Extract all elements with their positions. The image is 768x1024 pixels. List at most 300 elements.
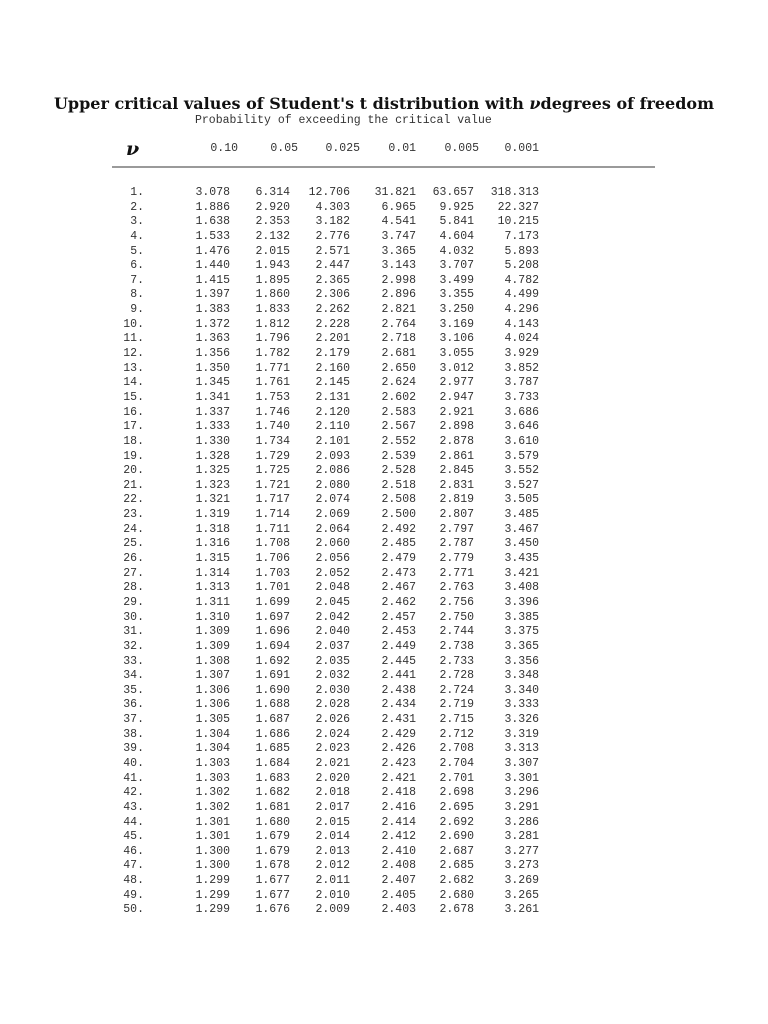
degrees-of-freedom-cell: 40.: [123, 756, 144, 770]
critical-value-cell: 2.861: [439, 449, 474, 463]
nu-symbol: ν: [529, 94, 541, 113]
degrees-of-freedom-cell: 5.: [130, 244, 144, 258]
critical-value-cell: 1.943: [255, 259, 290, 273]
critical-value-cell: 2.074: [315, 493, 350, 507]
critical-value-cell: 2.552: [381, 434, 416, 448]
critical-value-cell: 2.845: [439, 464, 474, 478]
critical-value-cell: 1.683: [255, 771, 290, 785]
critical-value-cell: 1.812: [255, 317, 290, 331]
critical-value-cell: 3.707: [439, 259, 474, 273]
critical-value-cell: 2.602: [381, 390, 416, 404]
critical-value-cell: 1.740: [255, 420, 290, 434]
table-row: [0, 318, 768, 333]
critical-value-cell: 2.412: [381, 830, 416, 844]
critical-value-cell: 2.262: [315, 303, 350, 317]
table-row: [0, 625, 768, 640]
critical-value-cell: 2.110: [315, 420, 350, 434]
critical-value-cell: 2.040: [315, 625, 350, 639]
critical-value-cell: 2.485: [381, 537, 416, 551]
critical-value-cell: 1.721: [255, 478, 290, 492]
degrees-of-freedom-cell: 35.: [123, 683, 144, 697]
critical-value-cell: 1.895: [255, 273, 290, 287]
critical-value-cell: 1.372: [195, 317, 230, 331]
critical-value-cell: 2.015: [315, 815, 350, 829]
critical-value-cell: 2.145: [315, 376, 350, 390]
critical-value-cell: 5.208: [504, 259, 539, 273]
table-row: [0, 684, 768, 699]
critical-value-cell: 2.539: [381, 449, 416, 463]
degrees-of-freedom-cell: 8.: [130, 288, 144, 302]
critical-value-cell: 2.724: [439, 683, 474, 697]
critical-value-cell: 2.434: [381, 698, 416, 712]
degrees-of-freedom-cell: 27.: [123, 566, 144, 580]
column-header: 0.05: [270, 142, 298, 155]
critical-value-cell: 2.064: [315, 522, 350, 536]
critical-value-cell: 4.143: [504, 317, 539, 331]
critical-value-cell: 2.306: [315, 288, 350, 302]
critical-value-cell: 3.348: [504, 669, 539, 683]
table-row: [0, 698, 768, 713]
table-row: [0, 830, 768, 845]
critical-value-cell: 2.060: [315, 537, 350, 551]
degrees-of-freedom-cell: 38.: [123, 727, 144, 741]
degrees-of-freedom-cell: 43.: [123, 800, 144, 814]
critical-value-cell: 5.841: [439, 215, 474, 229]
degrees-of-freedom-cell: 16.: [123, 405, 144, 419]
critical-value-cell: 2.030: [315, 683, 350, 697]
table-row: [0, 245, 768, 260]
critical-value-cell: 7.173: [504, 229, 539, 243]
critical-value-cell: 1.303: [195, 756, 230, 770]
critical-value-cell: 1.678: [255, 859, 290, 873]
table-row: [0, 376, 768, 391]
degrees-of-freedom-cell: 45.: [123, 830, 144, 844]
critical-value-cell: 2.201: [315, 332, 350, 346]
critical-value-cell: 2.718: [381, 332, 416, 346]
title-tail: degrees of freedom: [540, 94, 715, 113]
critical-value-cell: 1.304: [195, 742, 230, 756]
critical-value-cell: 2.738: [439, 639, 474, 653]
critical-value-cell: 1.782: [255, 347, 290, 361]
critical-value-cell: 1.703: [255, 566, 290, 580]
critical-value-cell: 2.457: [381, 610, 416, 624]
critical-value-cell: 3.261: [504, 903, 539, 917]
critical-value-cell: 1.697: [255, 610, 290, 624]
critical-value-cell: 31.821: [374, 186, 416, 199]
critical-value-cell: 2.011: [315, 874, 350, 888]
critical-value-cell: 2.878: [439, 434, 474, 448]
critical-value-cell: 1.299: [195, 903, 230, 917]
critical-value-cell: 2.445: [381, 654, 416, 668]
critical-value-cell: 2.023: [315, 742, 350, 756]
critical-value-cell: 1.325: [195, 464, 230, 478]
table-row: [0, 581, 768, 596]
critical-value-cell: 3.579: [504, 449, 539, 463]
degrees-of-freedom-cell: 32.: [123, 639, 144, 653]
critical-value-cell: 2.009: [315, 903, 350, 917]
critical-value-cell: 2.010: [315, 888, 350, 902]
critical-value-cell: 6.314: [255, 186, 290, 199]
critical-value-cell: 2.015: [255, 244, 290, 258]
critical-value-cell: 2.998: [381, 273, 416, 287]
critical-value-cell: 3.106: [439, 332, 474, 346]
critical-value-cell: 1.714: [255, 508, 290, 522]
critical-value-cell: 1.682: [255, 786, 290, 800]
critical-value-cell: 1.306: [195, 683, 230, 697]
critical-value-cell: 1.708: [255, 537, 290, 551]
critical-value-cell: 3.435: [504, 552, 539, 566]
degrees-of-freedom-cell: 30.: [123, 610, 144, 624]
critical-value-cell: 1.638: [195, 215, 230, 229]
critical-value-cell: 1.300: [195, 859, 230, 873]
critical-value-cell: 3.291: [504, 800, 539, 814]
critical-value-cell: 2.819: [439, 493, 474, 507]
critical-value-cell: 4.499: [504, 288, 539, 302]
critical-value-cell: 2.017: [315, 800, 350, 814]
table-row: [0, 640, 768, 655]
critical-value-cell: 1.685: [255, 742, 290, 756]
critical-value-cell: 1.333: [195, 420, 230, 434]
critical-value-cell: 1.311: [195, 595, 230, 609]
degrees-of-freedom-cell: 31.: [123, 625, 144, 639]
table-row: [0, 523, 768, 538]
critical-value-cell: 2.048: [315, 581, 350, 595]
table-row: [0, 406, 768, 421]
critical-value-cell: 2.421: [381, 771, 416, 785]
nu-column-header: ν: [126, 138, 140, 160]
critical-value-cell: 3.313: [504, 742, 539, 756]
table-row: [0, 874, 768, 889]
degrees-of-freedom-cell: 33.: [123, 654, 144, 668]
critical-value-cell: 3.301: [504, 771, 539, 785]
critical-value-cell: 2.821: [381, 303, 416, 317]
table-row: [0, 230, 768, 245]
critical-value-cell: 1.300: [195, 844, 230, 858]
critical-value-cell: 2.733: [439, 654, 474, 668]
degrees-of-freedom-cell: 47.: [123, 859, 144, 873]
degrees-of-freedom-cell: 36.: [123, 698, 144, 712]
table-row: [0, 201, 768, 216]
critical-value-cell: 2.179: [315, 347, 350, 361]
critical-value-cell: 1.350: [195, 361, 230, 375]
critical-value-cell: 4.032: [439, 244, 474, 258]
critical-value-cell: 2.080: [315, 478, 350, 492]
critical-value-cell: 2.467: [381, 581, 416, 595]
critical-value-cell: 3.333: [504, 698, 539, 712]
critical-value-cell: 3.281: [504, 830, 539, 844]
critical-value-cell: 3.340: [504, 683, 539, 697]
critical-value-cell: 1.886: [195, 200, 230, 214]
critical-value-cell: 3.552: [504, 464, 539, 478]
critical-value-cell: 3.505: [504, 493, 539, 507]
critical-value-cell: 3.265: [504, 888, 539, 902]
critical-value-cell: 1.696: [255, 625, 290, 639]
critical-value-cell: 1.299: [195, 874, 230, 888]
critical-value-cell: 2.020: [315, 771, 350, 785]
critical-value-cell: 1.319: [195, 508, 230, 522]
critical-value-cell: 1.684: [255, 756, 290, 770]
degrees-of-freedom-cell: 20.: [123, 464, 144, 478]
critical-value-cell: 3.319: [504, 727, 539, 741]
critical-value-cell: 2.462: [381, 595, 416, 609]
critical-value-cell: 2.771: [439, 566, 474, 580]
table-row: [0, 742, 768, 757]
critical-value-cell: 3.499: [439, 273, 474, 287]
table-row: [0, 332, 768, 347]
degrees-of-freedom-cell: 1.: [130, 186, 144, 199]
critical-value-cell: 2.160: [315, 361, 350, 375]
critical-value-cell: 1.316: [195, 537, 230, 551]
critical-value-cell: 1.330: [195, 434, 230, 448]
critical-value-cell: 3.852: [504, 361, 539, 375]
critical-value-cell: 2.898: [439, 420, 474, 434]
critical-value-cell: 2.120: [315, 405, 350, 419]
critical-value-cell: 2.414: [381, 815, 416, 829]
critical-value-cell: 2.426: [381, 742, 416, 756]
critical-value-cell: 2.429: [381, 727, 416, 741]
critical-value-cell: 1.309: [195, 625, 230, 639]
critical-value-cell: 2.418: [381, 786, 416, 800]
critical-value-cell: 2.695: [439, 800, 474, 814]
critical-value-cell: 2.035: [315, 654, 350, 668]
degrees-of-freedom-cell: 10.: [123, 317, 144, 331]
table-body: [0, 186, 768, 918]
critical-value-cell: 1.383: [195, 303, 230, 317]
degrees-of-freedom-cell: 44.: [123, 815, 144, 829]
critical-value-cell: 3.787: [504, 376, 539, 390]
degrees-of-freedom-cell: 50.: [123, 903, 144, 917]
critical-value-cell: 3.307: [504, 756, 539, 770]
critical-value-cell: 1.310: [195, 610, 230, 624]
critical-value-cell: 2.680: [439, 888, 474, 902]
critical-value-cell: 2.423: [381, 756, 416, 770]
critical-value-cell: 2.438: [381, 683, 416, 697]
table-row: [0, 786, 768, 801]
critical-value-cell: 2.977: [439, 376, 474, 390]
degrees-of-freedom-cell: 41.: [123, 771, 144, 785]
critical-value-cell: 1.694: [255, 639, 290, 653]
critical-value-cell: 1.476: [195, 244, 230, 258]
table-row: [0, 537, 768, 552]
critical-value-cell: 3.733: [504, 390, 539, 404]
critical-value-cell: 2.681: [381, 347, 416, 361]
table-row: [0, 259, 768, 274]
critical-value-cell: 3.365: [381, 244, 416, 258]
critical-value-cell: 2.410: [381, 844, 416, 858]
critical-value-cell: 3.747: [381, 229, 416, 243]
table-row: [0, 845, 768, 860]
column-header: 0.005: [444, 142, 479, 155]
critical-value-cell: 2.500: [381, 508, 416, 522]
critical-value-cell: 2.447: [315, 259, 350, 273]
table-row: [0, 772, 768, 787]
table-row: [0, 596, 768, 611]
table-row: [0, 567, 768, 582]
critical-value-cell: 2.403: [381, 903, 416, 917]
table-row: [0, 728, 768, 743]
critical-value-cell: 2.012: [315, 859, 350, 873]
degrees-of-freedom-cell: 34.: [123, 669, 144, 683]
critical-value-cell: 1.687: [255, 713, 290, 727]
critical-value-cell: 3.356: [504, 654, 539, 668]
critical-value-cell: 3.355: [439, 288, 474, 302]
critical-value-cell: 2.069: [315, 508, 350, 522]
critical-value-cell: 1.706: [255, 552, 290, 566]
critical-value-cell: 3.055: [439, 347, 474, 361]
critical-value-cell: 1.833: [255, 303, 290, 317]
critical-value-cell: 2.692: [439, 815, 474, 829]
critical-value-cell: 2.779: [439, 552, 474, 566]
critical-value-cell: 2.473: [381, 566, 416, 580]
critical-value-cell: 1.299: [195, 888, 230, 902]
critical-value-cell: 3.485: [504, 508, 539, 522]
critical-value-cell: 1.734: [255, 434, 290, 448]
critical-value-cell: 6.965: [381, 200, 416, 214]
critical-value-cell: 3.273: [504, 859, 539, 873]
column-header: 0.025: [325, 142, 360, 155]
critical-value-cell: 2.042: [315, 610, 350, 624]
critical-value-cell: 3.269: [504, 874, 539, 888]
degrees-of-freedom-cell: 7.: [130, 273, 144, 287]
column-header: 0.01: [388, 142, 416, 155]
degrees-of-freedom-cell: 3.: [130, 215, 144, 229]
critical-value-cell: 1.307: [195, 669, 230, 683]
critical-value-cell: 1.701: [255, 581, 290, 595]
critical-value-cell: 1.729: [255, 449, 290, 463]
critical-value-cell: 1.688: [255, 698, 290, 712]
critical-value-cell: 3.250: [439, 303, 474, 317]
critical-value-cell: 1.860: [255, 288, 290, 302]
critical-value-cell: 2.032: [315, 669, 350, 683]
critical-value-cell: 1.314: [195, 566, 230, 580]
critical-value-cell: 2.353: [255, 215, 290, 229]
critical-value-cell: 2.708: [439, 742, 474, 756]
critical-value-cell: 1.303: [195, 771, 230, 785]
table-row: [0, 347, 768, 362]
table-row: [0, 215, 768, 230]
critical-value-cell: 4.541: [381, 215, 416, 229]
critical-value-cell: 1.796: [255, 332, 290, 346]
critical-value-cell: 2.687: [439, 844, 474, 858]
critical-value-cell: 2.896: [381, 288, 416, 302]
table-row: [0, 859, 768, 874]
degrees-of-freedom-cell: 48.: [123, 874, 144, 888]
degrees-of-freedom-cell: 49.: [123, 888, 144, 902]
critical-value-cell: 2.101: [315, 434, 350, 448]
critical-value-cell: 2.704: [439, 756, 474, 770]
critical-value-cell: 2.405: [381, 888, 416, 902]
critical-value-cell: 2.807: [439, 508, 474, 522]
critical-value-cell: 3.326: [504, 713, 539, 727]
degrees-of-freedom-cell: 14.: [123, 376, 144, 390]
critical-value-cell: 3.527: [504, 478, 539, 492]
critical-value-cell: 2.567: [381, 420, 416, 434]
critical-value-cell: 2.682: [439, 874, 474, 888]
critical-value-cell: 1.691: [255, 669, 290, 683]
table-row: [0, 713, 768, 728]
table-row: [0, 479, 768, 494]
critical-value-cell: 2.026: [315, 713, 350, 727]
table-header-row: [0, 138, 768, 160]
critical-value-cell: 1.717: [255, 493, 290, 507]
critical-value-cell: 1.321: [195, 493, 230, 507]
critical-value-cell: 2.013: [315, 844, 350, 858]
degrees-of-freedom-cell: 13.: [123, 361, 144, 375]
degrees-of-freedom-cell: 19.: [123, 449, 144, 463]
critical-value-cell: 22.327: [497, 200, 539, 214]
degrees-of-freedom-cell: 2.: [130, 200, 144, 214]
critical-value-cell: 1.692: [255, 654, 290, 668]
critical-value-cell: 1.304: [195, 727, 230, 741]
table-row: [0, 391, 768, 406]
critical-value-cell: 2.431: [381, 713, 416, 727]
critical-value-cell: 2.583: [381, 405, 416, 419]
critical-value-cell: 2.407: [381, 874, 416, 888]
critical-value-cell: 2.528: [381, 464, 416, 478]
degrees-of-freedom-cell: 24.: [123, 522, 144, 536]
critical-value-cell: 2.028: [315, 698, 350, 712]
critical-value-cell: 2.690: [439, 830, 474, 844]
critical-value-cell: 2.650: [381, 361, 416, 375]
critical-value-cell: 9.925: [439, 200, 474, 214]
critical-value-cell: 3.686: [504, 405, 539, 419]
table-row: [0, 186, 768, 201]
critical-value-cell: 2.797: [439, 522, 474, 536]
page-subtitle: Probability of exceeding the critical value: [195, 114, 492, 127]
header-divider: [112, 166, 655, 168]
degrees-of-freedom-cell: 18.: [123, 434, 144, 448]
critical-value-cell: 2.441: [381, 669, 416, 683]
critical-value-cell: 2.018: [315, 786, 350, 800]
critical-value-cell: 2.132: [255, 229, 290, 243]
critical-value-cell: 1.301: [195, 815, 230, 829]
degrees-of-freedom-cell: 15.: [123, 390, 144, 404]
table-row: [0, 420, 768, 435]
table-row: [0, 757, 768, 772]
critical-value-cell: 2.045: [315, 595, 350, 609]
critical-value-cell: 2.056: [315, 552, 350, 566]
critical-value-cell: 1.313: [195, 581, 230, 595]
critical-value-cell: 2.052: [315, 566, 350, 580]
critical-value-cell: 318.313: [490, 186, 539, 199]
critical-value-cell: 2.715: [439, 713, 474, 727]
critical-value-cell: 3.277: [504, 844, 539, 858]
table-row: [0, 816, 768, 831]
column-header: 0.001: [504, 142, 539, 155]
degrees-of-freedom-cell: 28.: [123, 581, 144, 595]
critical-value-cell: 3.182: [315, 215, 350, 229]
critical-value-cell: 1.305: [195, 713, 230, 727]
table-row: [0, 655, 768, 670]
table-row: [0, 435, 768, 450]
critical-value-cell: 1.686: [255, 727, 290, 741]
critical-value-cell: 3.396: [504, 595, 539, 609]
table-row: [0, 552, 768, 567]
critical-value-cell: 1.301: [195, 830, 230, 844]
table-row: [0, 493, 768, 508]
critical-value-cell: 3.286: [504, 815, 539, 829]
critical-value-cell: 1.323: [195, 478, 230, 492]
critical-value-cell: 1.699: [255, 595, 290, 609]
degrees-of-freedom-cell: 11.: [123, 332, 144, 346]
degrees-of-freedom-cell: 37.: [123, 713, 144, 727]
critical-value-cell: 3.467: [504, 522, 539, 536]
critical-value-cell: 1.680: [255, 815, 290, 829]
critical-value-cell: 3.408: [504, 581, 539, 595]
critical-value-cell: 2.920: [255, 200, 290, 214]
critical-value-cell: 3.421: [504, 566, 539, 580]
critical-value-cell: 1.341: [195, 390, 230, 404]
